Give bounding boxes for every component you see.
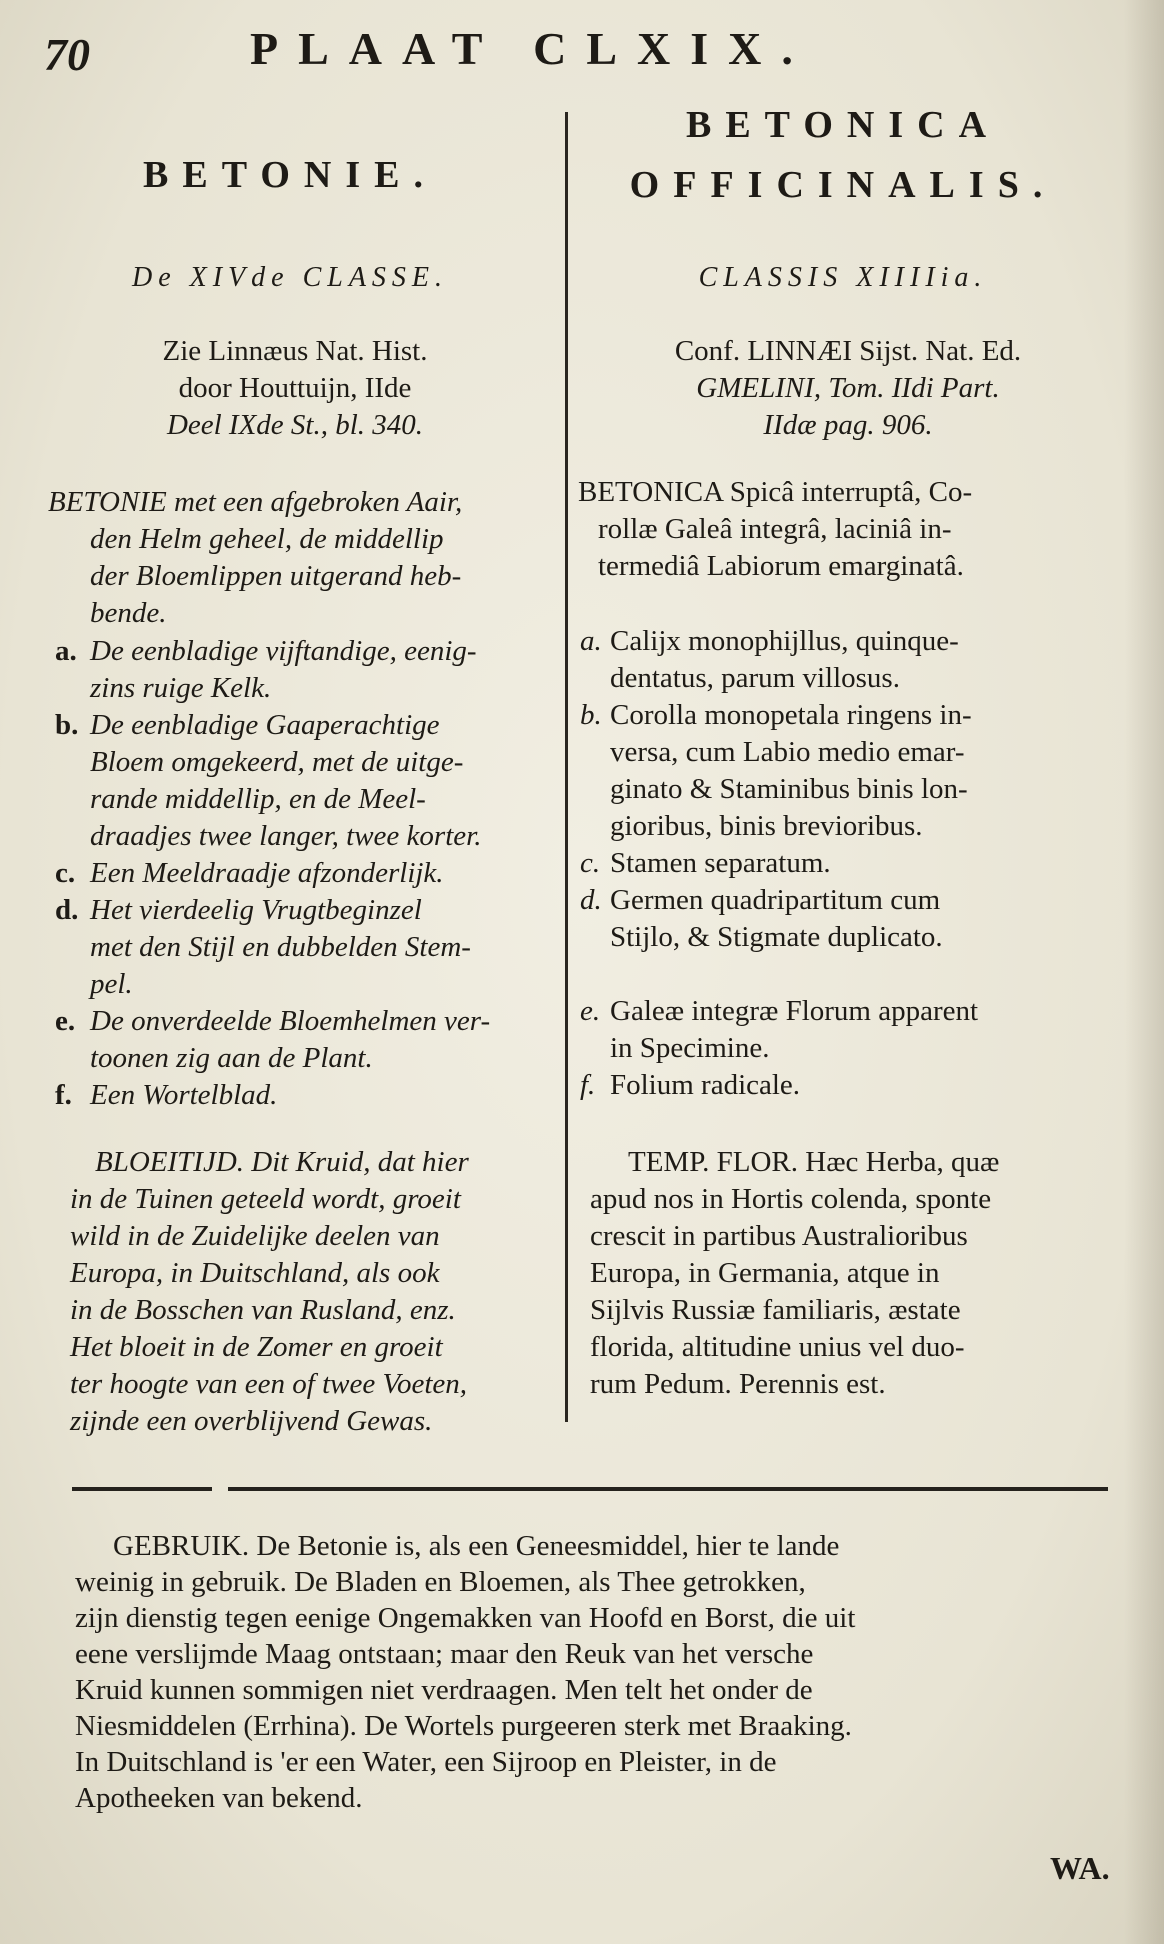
item-label: d. xyxy=(580,884,602,916)
right-title xyxy=(578,95,1108,215)
desc-line: BETONIE met een afgebroken Aair, xyxy=(48,486,463,518)
item-line: met den Stijl en dubbelden Stem- xyxy=(90,931,471,963)
item-line: De eenbladige vijftandige, eenig- xyxy=(90,635,477,667)
item-line: toonen zig aan de Plant. xyxy=(90,1042,373,1074)
separator-rule-short xyxy=(72,1487,212,1491)
item-label: b. xyxy=(55,709,79,741)
item-label: b. xyxy=(580,699,602,731)
desc-line: rollæ Galeâ integrâ, laciniâ in- xyxy=(598,513,952,545)
ref-line: GMELINI, Tom. IIdi Part. xyxy=(696,372,1000,404)
item-line: Een Wortelblad. xyxy=(90,1079,278,1111)
temp-line: TEMP. FLOR. Hæc Herba, quæ xyxy=(628,1146,1000,1178)
page-edge-shadow xyxy=(1124,0,1164,1944)
usage-paragraph xyxy=(75,1528,1115,1816)
usage-line: In Duitschland is 'er een Water, een Sijroop en Pleister, in de xyxy=(75,1746,777,1778)
column-divider xyxy=(565,112,568,1422)
left-reference xyxy=(30,333,560,444)
bloei-line: in de Bosschen van Rusland, enz. xyxy=(70,1294,456,1326)
bloei-line: wild in de Zuidelijke deelen van xyxy=(70,1220,440,1252)
usage-line: weinig in gebruik. De Bladen en Bloemen, als Thee getrokken, xyxy=(75,1566,806,1598)
bloei-line: Het bloeit in de Zomer en groeit xyxy=(70,1331,443,1363)
catchword: WA. xyxy=(1050,1850,1110,1886)
separator-rule-long xyxy=(228,1487,1108,1491)
item-label: a. xyxy=(55,635,77,667)
right-title-line: BETONICA xyxy=(685,104,1001,146)
ref-line: Conf. LINNÆI Sijst. Nat. Ed. xyxy=(674,335,1022,367)
left-title: BETONIE. xyxy=(143,154,437,196)
item-label: a. xyxy=(580,625,602,657)
desc-line: bende. xyxy=(90,597,167,629)
item-line: ginato & Staminibus binis lon- xyxy=(610,773,968,805)
item-line: Bloem omgekeerd, met de uitge- xyxy=(90,746,464,778)
usage-line: Niesmiddelen (Errhina). De Wortels purgeeren sterk met Braaking. xyxy=(75,1710,852,1742)
item-line: in Specimine. xyxy=(610,1032,770,1064)
temp-line: rum Pedum. Perennis est. xyxy=(590,1368,886,1400)
item-label: c. xyxy=(580,847,601,879)
item-label: f. xyxy=(580,1069,596,1101)
right-classis: CLASSIS XIIIIia. xyxy=(698,262,988,293)
right-reference xyxy=(578,333,1118,444)
item-line: dentatus, parum villosus. xyxy=(610,662,900,694)
ref-line: Deel IXde St., bl. 340. xyxy=(166,409,424,441)
bloei-line: zijnde een overblijvend Gewas. xyxy=(70,1405,433,1437)
item-line: gioribus, binis brevioribus. xyxy=(610,810,923,842)
item-line: Corolla monopetala ringens in- xyxy=(610,699,972,731)
left-classe: De XIVde CLASSE. xyxy=(131,262,449,293)
usage-line: Kruid kunnen sommigen niet verdraagen. Men telt het onder de xyxy=(75,1674,813,1706)
ref-line: Zie Linnæus Nat. Hist. xyxy=(162,335,428,367)
bloei-line: ter hoogte van een of twee Voeten, xyxy=(70,1368,468,1400)
item-label: c. xyxy=(55,857,76,889)
item-line: Germen quadripartitum cum xyxy=(610,884,941,916)
usage-line: zijn dienstig tegen eenige Ongemakken van Hoofd en Borst, die uit xyxy=(75,1602,856,1634)
desc-line: BETONICA Spicâ interruptâ, Co- xyxy=(578,476,973,508)
item-line: Stijlo, & Stigmate duplicato. xyxy=(610,921,943,953)
usage-line: GEBRUIK. De Betonie is, als een Geneesmiddel, hier te lande xyxy=(113,1530,840,1562)
item-line: Stamen separatum. xyxy=(610,847,831,879)
ref-line: door Houttuijn, IIde xyxy=(178,372,412,404)
item-line: versa, cum Labio medio emar- xyxy=(610,736,965,768)
item-line: draadjes twee langer, twee korter. xyxy=(90,820,482,852)
temp-line: florida, altitudine unius vel duo- xyxy=(590,1331,965,1363)
item-line: Calijx monophijllus, quinque- xyxy=(610,625,959,657)
bloei-line: Europa, in Duitschland, als ook xyxy=(70,1257,440,1289)
item-line: Het vierdeelig Vrugtbeginzel xyxy=(90,894,422,926)
item-line: De onverdeelde Bloemhelmen ver- xyxy=(90,1005,491,1037)
bloei-line: BLOEITIJD. Dit Kruid, dat hier xyxy=(95,1146,469,1178)
temp-line: Sijlvis Russiæ familiaris, æstate xyxy=(590,1294,961,1326)
page-number: 70 xyxy=(44,29,90,80)
item-line: Een Meeldraadje afzonderlijk. xyxy=(90,857,444,889)
usage-line: Apotheeken van bekend. xyxy=(75,1782,363,1814)
desc-line: der Bloemlippen uitgerand heb- xyxy=(90,560,462,592)
usage-line: eene verslijmde Maag ontstaan; maar den Reuk van het versche xyxy=(75,1638,814,1670)
right-title-line: OFFICINALIS. xyxy=(629,164,1057,206)
temp-line: Europa, in Germania, atque in xyxy=(590,1257,940,1289)
item-line: Folium radicale. xyxy=(610,1069,801,1101)
item-line: pel. xyxy=(90,968,133,1000)
bloei-line: in de Tuinen geteeld wordt, groeit xyxy=(70,1183,461,1215)
item-line: Galeæ integræ Florum apparent xyxy=(610,995,979,1027)
temp-line: crescit in partibus Australioribus xyxy=(590,1220,968,1252)
item-label: d. xyxy=(55,894,79,926)
item-line: rande middellip, en de Meel- xyxy=(90,783,426,815)
desc-line: termediâ Labiorum emarginatâ. xyxy=(598,550,964,582)
desc-line: den Helm geheel, de middellip xyxy=(90,523,444,555)
item-line: zins ruige Kelk. xyxy=(90,672,272,704)
temp-line: apud nos in Hortis colenda, sponte xyxy=(590,1183,992,1215)
plate-title: PLAAT CLXIX. xyxy=(250,23,813,74)
ref-line: IIdæ pag. 906. xyxy=(763,409,933,441)
item-label: e. xyxy=(580,995,601,1027)
item-label: f. xyxy=(55,1079,72,1111)
item-line: De eenbladige Gaaperachtige xyxy=(90,709,440,741)
item-label: e. xyxy=(55,1005,76,1037)
